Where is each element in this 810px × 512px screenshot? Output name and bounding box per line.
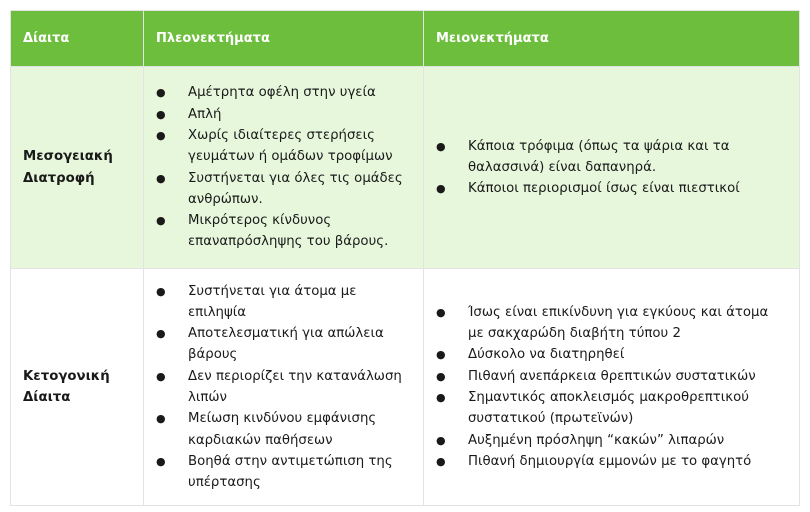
list-item: ● Αυξημένη πρόσληψη “κακών” λιπαρών [436,430,787,451]
bullet-icon: ● [436,391,446,404]
list-item: ● Πιθανή δημιουργία εμμονών με το φαγητό [436,451,787,472]
table-row-ketogenic [11,269,800,506]
bullet-icon: ● [156,369,166,383]
list-item: ● Μικρότερος κίνδυνος επαναπρόσληψης του βάρους. [156,210,411,253]
bullet-icon: ● [156,454,166,468]
list-item: ● Απλή [156,104,411,125]
pros-cell [144,67,424,269]
list-item: ● Ίσως είναι επικίνδυνη για εγκύους και άτομα με σακχαρώδη διαβήτη τύπου 2 [436,302,787,345]
bullet-icon: ● [436,139,446,153]
bullet-icon: ● [156,86,166,100]
bullet-icon: ● [436,182,446,196]
diet-name-cell [11,67,144,269]
cons-cell [424,269,800,506]
diet-name-line2: Δίαιτα [23,390,71,405]
cons-list [436,302,787,472]
list-item: ● Αποτελεσματική για απώλεια βάρους [156,323,411,366]
list-item: ● Χωρίς ιδιαίτερες στερήσεις γευμάτων ή ομάδων τροφίμων [156,125,411,168]
bullet-icon: ● [436,369,446,383]
pros-cell [144,269,424,506]
bullet-icon: ● [156,128,166,142]
list-item: ● Πιθανή ανεπάρκεια θρεπτικών συστατικών [436,366,787,387]
bullet-icon: ● [436,305,446,319]
bullet-icon: ● [156,107,166,121]
pros-list [156,82,411,252]
bullet-icon: ● [156,412,166,426]
pros-list [156,281,411,494]
list-item: ● Δύσκολο να διατηρηθεί [436,344,787,365]
list-item: ● Βοηθά στην αντιμετώπιση της υπέρτασης [156,451,411,494]
diet-name-line1: Μεσογειακή [23,149,113,165]
cons-cell [424,67,800,269]
diet-name-cell [11,269,144,506]
list-item: ● Αμέτρητα οφέλη στην υγεία [156,82,411,103]
list-item: ● Κάποιοι περιορισμοί ίσως είναι πιεστικοί [436,178,787,199]
table-row-mediterranean [11,67,800,269]
bullet-icon: ● [156,214,166,228]
list-item: ● Συστήνεται για όλες τις ομάδες ανθρώπων. [156,168,411,211]
bullet-icon: ● [156,284,166,298]
diet-comparison-table [10,10,800,506]
bullet-icon: ● [156,327,166,341]
bullet-icon: ● [436,454,446,468]
list-item: ● Μείωση κινδύνου εμφάνισης καρδιακών παθήσεων [156,408,411,451]
list-item: ● Κάποια τρόφιμα (όπως τα ψάρια και τα θαλασσινά) είναι δαπανηρά. [436,136,787,179]
diet-name-line2: Διατροφή [23,170,95,186]
bullet-icon: ● [436,433,446,447]
header-diet: Δίαιτα [11,11,144,67]
header-cons: Μειονεκτήματα [424,11,800,67]
bullet-icon: ● [436,348,446,362]
list-item: ● Σημαντικός αποκλεισμός μακροθρεπτικού συστατικού (πρωτεϊνών) [436,387,787,430]
table-header-row [11,11,800,67]
cons-list [436,136,787,200]
list-item: ● Δεν περιορίζει την κατανάλωση λιπών [156,366,411,409]
list-item: ● Συστήνεται για άτομα με επιληψία [156,281,411,324]
diet-name-line1: Κετογονική [23,368,110,384]
bullet-icon: ● [156,171,166,185]
header-pros: Πλεονεκτήματα [144,11,424,67]
